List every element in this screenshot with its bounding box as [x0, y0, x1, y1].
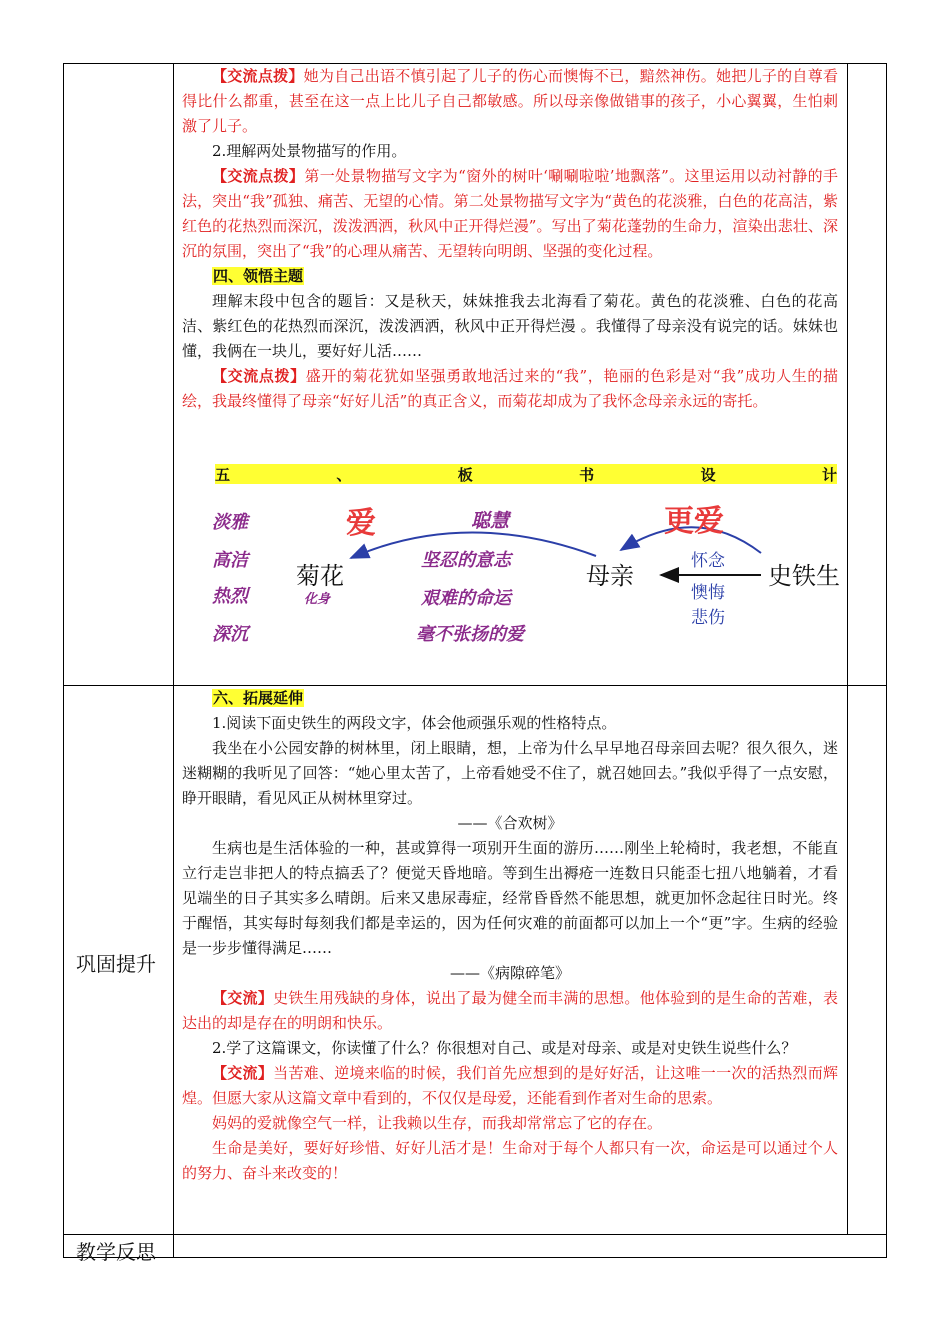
label-embody: 化身	[304, 592, 331, 607]
label-more-love: 更爱	[664, 504, 724, 539]
label-mother: 母亲	[586, 562, 634, 590]
source-bingxi: ——《病隙碎笔》	[449, 964, 570, 982]
answer-2-paragraph-3: 生命是美好，要好好珍惜、好好儿活才是！生命对于每个人都只有一次，命运是可以通过个人的努力、奋斗来改变的！	[182, 1139, 838, 1182]
section-content-top	[182, 64, 838, 414]
table-row-divider-2	[63, 1234, 887, 1235]
exchange-note-1: 【交流点拨】她为自己出语不慎引起了儿子的伤心而懊悔不已，黯然神伤。她把儿子的自尊看得比什么都重，甚至在这一点上比儿子自己都敏感。所以母亲像做错事的孩子，小心翼翼，生怕刺激了儿子。	[182, 67, 838, 135]
adj-deep: 深沉	[212, 624, 248, 645]
trait-love: 毫不张扬的爱	[416, 624, 524, 645]
question-2: 2.理解两处景物描写的作用。	[212, 142, 407, 160]
label-author: 史铁生	[768, 562, 840, 590]
section-content-extend	[182, 686, 838, 1186]
theme-paragraph: 理解末段中包含的题旨：又是秋天，妹妹推我去北海看了菊花。黄色的花淡雅、白色的花高洁、紫红色的花热烈而深沉，泼泼洒洒，秋风中正开得烂漫 。我懂得了母亲没有说完的话。妹妹也懂，我俩在一块儿，要好好儿活……	[182, 292, 838, 360]
blackboard-diagram	[176, 488, 848, 662]
feeling-miss: 怀念	[691, 551, 725, 571]
heading-theme: 四、领悟主题	[213, 267, 304, 285]
trait-will: 坚忍的意志	[421, 550, 511, 571]
feeling-grief: 悲伤	[691, 608, 725, 628]
excerpt-bingxi: 生病也是生活体验的一种，甚或算得一项别开生面的游历……刚坐上轮椅时，我老想，不能直立行走岂非把人的特点搞丢了？便觉天昏地暗。等到生出褥疮一连数日只能歪七扭八地躺着，才看见端坐的日子其实多么晴朗。后来又患尿毒症，经常昏昏然不能思想，就更加怀念起往日时光。终于醒悟，其实每时每刻我们都是幸运的，因为任何灾难的前面都可以加上一个“更”字。生病的经验是一步步懂得满足……	[182, 839, 838, 957]
excerpt-hehuanshu: 我坐在小公园安静的树林里，闭上眼睛，想，上帝为什么早早地召母亲回去呢？很久很久，迷迷糊糊的我听见了回答：“她心里太苦了，上帝看她受不住了，就召她回去。”我似乎得了一点安慰，睁开眼睛，看见风正从树林里穿过。	[182, 739, 838, 807]
exchange-answer-2: 【交流】当苦难、逆境来临的时候，我们首先应想到的是好好活，让这唯一一次的活热烈而辉煌。但愿大家从这篇文章中看到的，不仅仅是母爱，还能看到作者对生命的思索。	[182, 1064, 838, 1107]
row-label-consolidate: 巩固提升	[76, 952, 156, 976]
feeling-regret: 懊悔	[691, 583, 725, 603]
extension-question-2: 2.学了这篇课文，你读懂了什么？你很想对自己、或是对母亲、或是对史铁生说些什么？	[212, 1039, 797, 1057]
exchange-note-3: 【交流点拨】盛开的菊花犹如坚强勇敢地活过来的“我”，艳丽的色彩是对“我”成功人生的描绘，我最终懂得了母亲“好好儿活”的真正含义，而菊花却成为了我怀念母亲永远的寄托。	[182, 367, 838, 410]
row-label-reflection: 教学反思	[76, 1240, 156, 1264]
table-border-left	[63, 63, 64, 1258]
table-col-divider	[173, 63, 174, 1258]
adj-elegant: 淡雅	[212, 512, 248, 533]
adj-noble: 高洁	[212, 550, 248, 571]
source-hehuanshu: ——《合欢树》	[457, 814, 563, 832]
adj-passionate: 热烈	[212, 586, 248, 607]
label-love: 爱	[346, 506, 376, 541]
exchange-note-2: 【交流点拨】第一处景物描写文字为“窗外的树叶‘唰唰啦啦’地飘落”。这里运用以动衬静的手法，突出“我”孤独、痛苦、无望的心情。第二处景物描写文字为“黄色的花淡雅，白色的花高洁，紫红色的花热烈而深沉，泼泼洒洒，秋风中正开得烂漫”。写出了菊花蓬勃的生命力，渲染出悲壮、深沉的氛围，突出了“我”的心理从痛苦、无望转向明朗、坚强的变化过程。	[182, 167, 838, 260]
extension-question-1: 1.阅读下面史铁生的两段文字，体会他顽强乐观的性格特点。	[212, 714, 617, 732]
label-chrysanthemum: 菊花	[296, 562, 344, 590]
answer-2-paragraph-2: 妈妈的爱就像空气一样，让我赖以生存，而我却常常忘了它的存在。	[212, 1114, 663, 1132]
exchange-answer-1: 【交流】史铁生用残缺的身体，说出了最为健全而丰满的思想。他体验到的是生命的苦难，表达出的却是存在的明朗和快乐。	[182, 989, 838, 1032]
trait-fate: 艰难的命运	[421, 588, 511, 609]
label-wisdom: 聪慧	[471, 510, 510, 532]
heading-extension: 六、拓展延伸	[213, 689, 304, 707]
table-border-right	[886, 63, 887, 1258]
heading-blackboard-design: 五 、 板 书 设 计	[215, 466, 837, 484]
table-border-bottom	[63, 1257, 887, 1258]
